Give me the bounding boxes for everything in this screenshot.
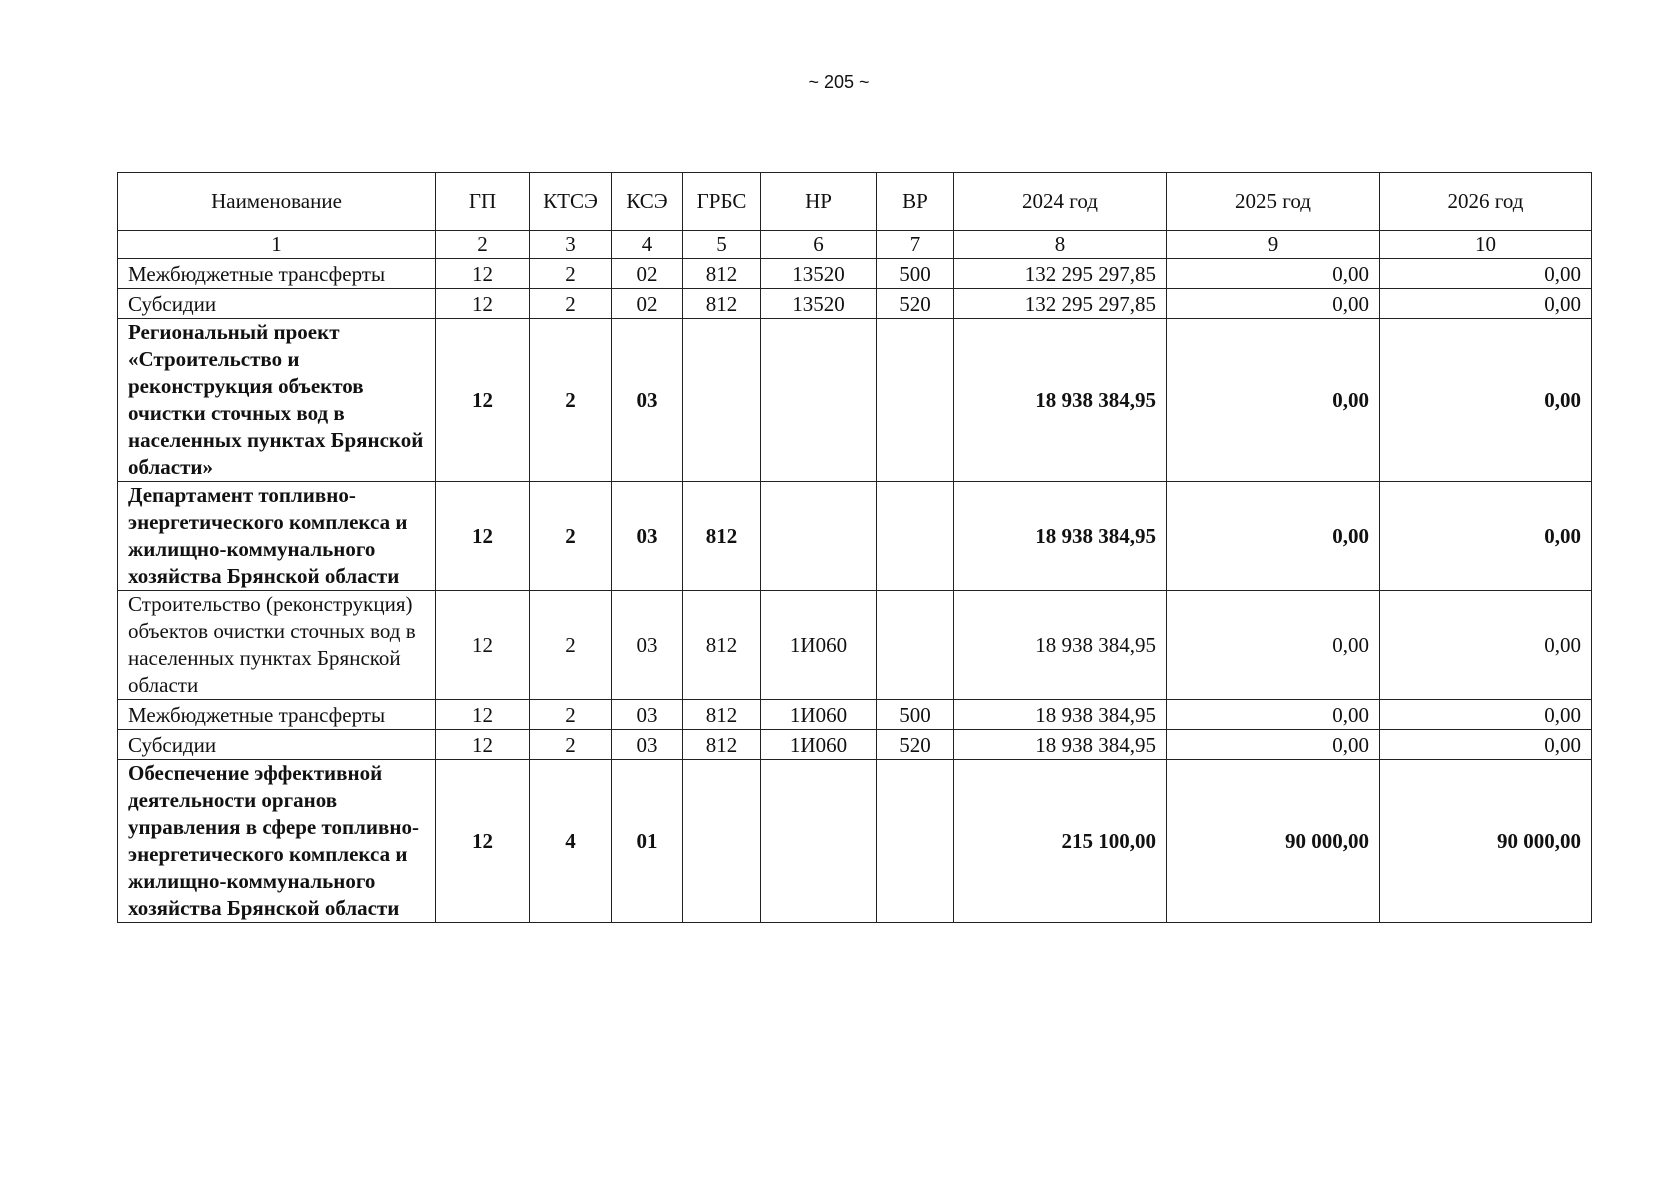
column-number: 6 [761, 231, 877, 259]
row-ktse: 4 [530, 760, 612, 923]
header-2025: 2025 год [1167, 173, 1380, 231]
row-nr: 13520 [761, 289, 877, 319]
row-kse: 02 [612, 259, 683, 289]
row-2025: 0,00 [1167, 482, 1380, 591]
row-2025: 0,00 [1167, 700, 1380, 730]
row-2026: 0,00 [1380, 319, 1592, 482]
column-number: 3 [530, 231, 612, 259]
row-2026: 0,00 [1380, 259, 1592, 289]
row-2025: 0,00 [1167, 319, 1380, 482]
column-number: 10 [1380, 231, 1592, 259]
row-gp: 12 [436, 289, 530, 319]
row-vr: 520 [877, 289, 954, 319]
row-ktse: 2 [530, 289, 612, 319]
column-number-row [118, 231, 1592, 259]
row-kse: 03 [612, 591, 683, 700]
row-2025: 0,00 [1167, 591, 1380, 700]
row-grbs: 812 [683, 482, 761, 591]
row-ktse: 2 [530, 700, 612, 730]
row-gp: 12 [436, 700, 530, 730]
row-name: Региональный проект «Строительство и реконструкция объектов очистки сточных вод в населенных пунктах Брянской области» [118, 319, 436, 482]
row-grbs: 812 [683, 259, 761, 289]
row-2024: 18 938 384,95 [954, 700, 1167, 730]
budget-table [117, 172, 1592, 923]
row-name: Обеспечение эффективной деятельности органов управления в сфере топливно-энергетического комплекса и жилищно-коммунального хозяйства Брянской области [118, 760, 436, 923]
header-nr: НР [761, 173, 877, 231]
column-number: 2 [436, 231, 530, 259]
header-2026: 2026 год [1380, 173, 1592, 231]
row-gp: 12 [436, 591, 530, 700]
row-kse: 03 [612, 700, 683, 730]
row-vr: 520 [877, 730, 954, 760]
row-grbs: 812 [683, 591, 761, 700]
row-2025: 0,00 [1167, 730, 1380, 760]
row-2024: 18 938 384,95 [954, 482, 1167, 591]
row-2025: 90 000,00 [1167, 760, 1380, 923]
row-kse: 01 [612, 760, 683, 923]
column-number: 9 [1167, 231, 1380, 259]
row-name: Субсидии [118, 730, 436, 760]
header-gp: ГП [436, 173, 530, 231]
header-grbs: ГРБС [683, 173, 761, 231]
row-name: Департамент топливно-энергетического комплекса и жилищно-коммунального хозяйства Брянской области [118, 482, 436, 591]
row-ktse: 2 [530, 319, 612, 482]
row-vr [877, 591, 954, 700]
row-2024: 18 938 384,95 [954, 319, 1167, 482]
row-nr [761, 482, 877, 591]
column-number: 4 [612, 231, 683, 259]
row-gp: 12 [436, 730, 530, 760]
row-vr: 500 [877, 700, 954, 730]
table-row [118, 482, 1592, 591]
row-ktse: 2 [530, 730, 612, 760]
column-number: 5 [683, 231, 761, 259]
row-name: Межбюджетные трансферты [118, 259, 436, 289]
row-2024: 18 938 384,95 [954, 730, 1167, 760]
row-ktse: 2 [530, 259, 612, 289]
row-grbs: 812 [683, 700, 761, 730]
row-kse: 03 [612, 730, 683, 760]
row-2026: 0,00 [1380, 289, 1592, 319]
header-kse: КСЭ [612, 173, 683, 231]
row-vr [877, 319, 954, 482]
column-number: 1 [118, 231, 436, 259]
row-2024: 132 295 297,85 [954, 289, 1167, 319]
table-row [118, 591, 1592, 700]
row-2026: 0,00 [1380, 730, 1592, 760]
row-grbs: 812 [683, 730, 761, 760]
row-vr: 500 [877, 259, 954, 289]
row-2026: 0,00 [1380, 482, 1592, 591]
row-grbs [683, 319, 761, 482]
row-nr: 1И060 [761, 591, 877, 700]
row-name: Строительство (реконструкция) объектов очистки сточных вод в населенных пунктах Брянской области [118, 591, 436, 700]
row-grbs: 812 [683, 289, 761, 319]
row-kse: 03 [612, 319, 683, 482]
column-number: 8 [954, 231, 1167, 259]
row-2024: 132 295 297,85 [954, 259, 1167, 289]
page-number: ~ 205 ~ [808, 72, 870, 92]
row-name: Межбюджетные трансферты [118, 700, 436, 730]
row-gp: 12 [436, 760, 530, 923]
row-2024: 215 100,00 [954, 760, 1167, 923]
table-row [118, 289, 1592, 319]
row-nr: 1И060 [761, 700, 877, 730]
header-2024: 2024 год [954, 173, 1167, 231]
row-2025: 0,00 [1167, 289, 1380, 319]
header-ktse: КТСЭ [530, 173, 612, 231]
row-gp: 12 [436, 319, 530, 482]
row-nr: 1И060 [761, 730, 877, 760]
row-gp: 12 [436, 259, 530, 289]
row-2026: 90 000,00 [1380, 760, 1592, 923]
row-2026: 0,00 [1380, 700, 1592, 730]
row-nr [761, 760, 877, 923]
header-vr: ВР [877, 173, 954, 231]
row-name: Субсидии [118, 289, 436, 319]
row-grbs [683, 760, 761, 923]
row-vr [877, 760, 954, 923]
row-nr: 13520 [761, 259, 877, 289]
row-nr [761, 319, 877, 482]
row-ktse: 2 [530, 482, 612, 591]
table-row [118, 319, 1592, 482]
table-row [118, 700, 1592, 730]
row-kse: 02 [612, 289, 683, 319]
table-row [118, 760, 1592, 923]
row-gp: 12 [436, 482, 530, 591]
row-kse: 03 [612, 482, 683, 591]
row-ktse: 2 [530, 591, 612, 700]
table-header-row [118, 173, 1592, 231]
row-vr [877, 482, 954, 591]
row-2024: 18 938 384,95 [954, 591, 1167, 700]
header-name: Наименование [118, 173, 436, 231]
table-row [118, 730, 1592, 760]
row-2025: 0,00 [1167, 259, 1380, 289]
table-row [118, 259, 1592, 289]
row-2026: 0,00 [1380, 591, 1592, 700]
column-number: 7 [877, 231, 954, 259]
